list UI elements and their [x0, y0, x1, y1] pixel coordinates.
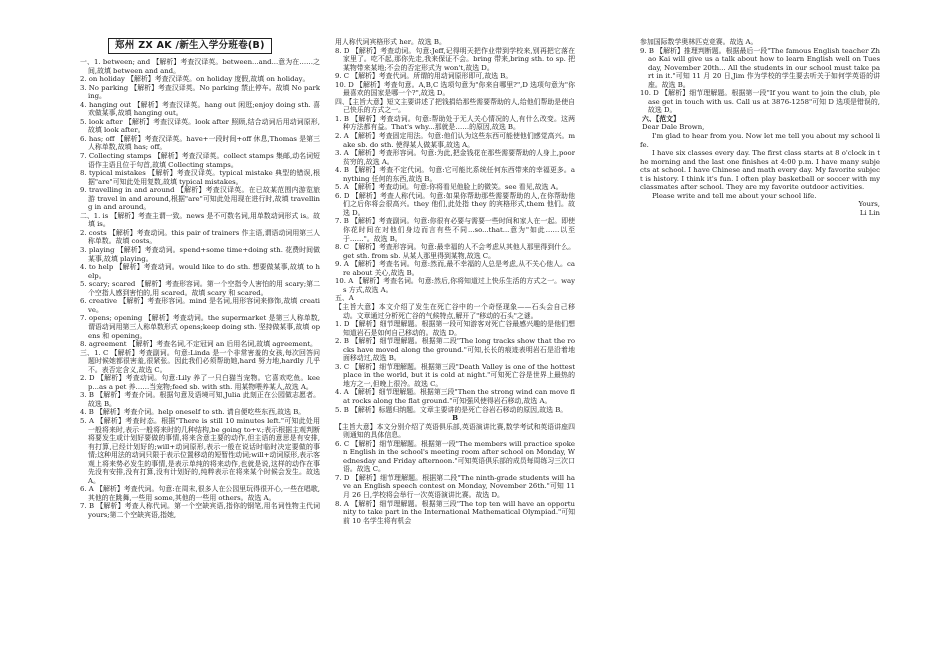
answer-item: 7. opens; opening 【解析】考查动词。the supermarket 是第三人称单数,谓语动词用第三人称单数形式 opens;keep doing sth. 坚持做某事,故填 opens 和 opening。	[80, 314, 320, 340]
essay-paragraph: Please write and tell me about your school life.	[652, 191, 817, 200]
answer-item: 10. D 【解析】考查句意。A,B,C 选项句意为"你来自哪里?",D 选项句意为"你最喜欢的国家是哪一个?",故选 D。	[335, 80, 575, 98]
answer-list-right	[640, 38, 880, 115]
answer-item: 10. A 【解析】考查名词。句意:然后,你将知道过上快乐生活的方式之一。ways 方式,故选 A。	[335, 277, 575, 294]
answer-item: 8. D 【解析】考查动词。句意:Jeff,记得明天把作业带到学校来,别再把它落在家里了。吃不起,那你先走,我来保证不会。bring 带来,bring sth. to sp. 把某物带来某地;不会的否定形式为 won't,故选 D。	[335, 46, 575, 72]
answer-item: 7. Collecting stamps 【解析】考查汉译英。collect stamps 集邮,动名词短语作主语且位于句首,故填 Collecting stamps。	[80, 152, 320, 169]
answer-item: 5. scary; scared 【解析】考查形容词。第一个空指令人害怕的用 scary;第二个空指人感到害怕的,用 scared。故填 scary 和 scared。	[80, 280, 320, 297]
answer-item: 8. A 【解析】细节理解题。根据第三段"The top ten will have an opportunity to take part in the International Mathematical Olympiad."可知前 10 名学生将有机会	[335, 499, 575, 525]
essay-heading: 六、【范文】	[642, 114, 680, 123]
answer-item: 2. D 【解析】考查动词。句意:Lily 养了一只白猫当宠物。它喜欢吃鱼。keep...as a pet 养……当宠物;feed sb. with sth. 用某物喂养某人,故选 A。	[80, 374, 320, 391]
answer-item: 4. B 【解析】考查介词。help oneself to sth. 请自便吃些东西,故选 B。	[80, 408, 306, 417]
essay-paragraph: I'm glad to hear from you. Now let me tell you about my school life.	[640, 132, 880, 149]
answer-item: 5. B 【解析】标题归纳题。文章主要讲的是死亡谷岩石移动的原因,故选 B。	[335, 405, 568, 414]
answer-item: 8. agreement 【解析】考查名词,不定冠词 an 后用名词,故填 agreement。	[80, 340, 317, 349]
answer-item: 1. B 【解析】考查动词。句意:帮助处于无人关心情况的人,有什么改变。这两种方法都有益。That's why...那就是……的原因,故选 B。	[335, 114, 575, 132]
answer-item: 2. costs 【解析】考查动词。this pair of trainers 作主语,谓语动词用第三人称单数。故填 costs。	[80, 228, 320, 246]
answer-item: 用人称代词宾格形式 her。故选 B。	[335, 38, 446, 46]
answer-list-left	[80, 58, 320, 520]
essay-body	[640, 132, 880, 200]
answer-item: 6. A 【解析】考查代词。句意:在周末,很多人在公园里玩得很开心,一些在唱歌,其他的在跳舞,一些用 some,其他的一些用 others。故选 A。	[80, 485, 320, 502]
answer-item: 5. A 【解析】考查时态。根据"There is still 10 minutes left."可知此处用一般将来时,表示一般将来时的几种结构,be going to+v.;表示根据主观判断将要发生或计划好要做的事情,将来含意主要的动作,但主语的意思是有安排,有打算,已经计划好的;will+动词原形,表示一般在说话时临时决定要做的事情;这种用法的动词只限于表示位置移动的短暂性动词;will+动词原形,表示客观上将来势必发生的事情,是表示单纯的将来动作,也就是说,这样的动作在事先没有安排,没有打算,没有计划好的,纯粹表示在将来某个时候会发生。故选 A。	[80, 416, 320, 485]
answer-item: 9. C 【解析】考查代词。所谓的用动词原形即可,故选 B。	[335, 72, 513, 81]
answer-item: 3. No parking 【解析】考查汉译英。No parking 禁止停车。故填 No parking。	[80, 83, 320, 101]
answer-item: 2. A 【解析】考查固定用法。句意:他们认为这些东西可能使他们感觉高兴。make sb. do sth. 使得某人做某事,故选 A。	[335, 132, 575, 149]
essay-salutation: Dear Dale Brown,	[642, 123, 705, 132]
answer-item: 5. A 【解析】考查动词。句意:你将看见他脸上的微笑。see 看见,故选 A。	[335, 183, 563, 192]
answer-item: 5. look after 【解析】考查汉译英。look after 照顾,结合动词后用动词原形,故填 look after。	[80, 117, 320, 135]
answer-item: 四、【主旨大意】短文主要讲述了把钱捐给那些需要帮助的人,给他们帮助是使自己快乐的方式之一。	[335, 97, 575, 115]
answer-list-middle	[335, 38, 575, 525]
answer-item: 6. C 【解析】细节理解题。根据第一段"The members will practice spoken English in the school's meeting room after school on Monday, Wednesday and Friday afternoon."可知英语俱乐部的成员每周练习三次口语。故选 C。	[335, 439, 575, 474]
answer-item: 7. B 【解析】考查副词。句意:你很有必要与需要一些时间和家人在一起。即使你花时间在对他们身边而言有些不同...so...that...意为"如此……以至于……"。故选 B。	[335, 217, 575, 243]
page-title: 郑州 ZX AK /新生入学分班卷(B)	[108, 38, 272, 54]
answer-item: 7. B 【解析】考查人称代词。第一个空缺宾语,指你的钢笔,用名词性物主代词 yours;第二个空缺宾语,指她,	[80, 502, 320, 519]
answer-item: 3. B 【解析】考查介词。根据句意及语境可知,Julia 此刻正在公园做志愿者。故选 B。	[80, 391, 320, 408]
answer-item: 三、1. C 【解析】考查副词。句意:Linda 是一个非常害羞的女孩,每次回答问题时候她都很害羞,很紧张。因此我们必须帮助她,hard 努力地,hardly 几乎不。表否定含义,故选 C。	[80, 348, 320, 374]
answer-item: 3. playing 【解析】考查动词。spend+some time+doing sth. 花费时间做某事,故填 playing。	[80, 246, 320, 263]
answer-item: 9. A 【解析】考查名词。句意:然而,最不幸福的人总是考虑,从不关心他人。care about 关心,故选 B。	[335, 260, 575, 277]
answer-item: 2. on holiday 【解析】考查汉译英。on holiday 度假,故填 on holiday。	[80, 75, 310, 84]
answer-item: 3. A 【解析】考查形容词。句意:为此,把金钱花在那些需要帮助的人身上,poor 贫穷的,故选 A。	[335, 149, 575, 166]
answer-item: 4. A 【解析】细节理解题。根据第三段"Then the strong wind can move flat rocks along the flat ground."可知强风使得岩石移动,故选 A。	[335, 388, 575, 405]
essay-paragraph: I have six classes every day. The first class starts at 8 o'clock in the morning and the last one finishes at 4:00 p.m. I have many subjects at school. I have Chinese and math every day. My favorite subject is history. I think it's fun. I often play basketball or soccer with my classmates after school. They are my favorite outdoor activities.	[640, 149, 880, 192]
answer-item: 五、A	[335, 294, 354, 303]
answer-item: B	[452, 414, 458, 423]
answer-item: 7. D 【解析】细节理解题。根据第二段"The ninth-grade students will have an English speech contest on Monday, November 26th."可知 11 月 26 日,学校将会举行一次英语演讲比赛。故选 D。	[335, 473, 575, 499]
answer-item: 2. B 【解析】细节理解题。根据第二段"The long tracks show that the rocks have moved along the ground."可知,长长的痕迹表明岩石是沿着地面移动过,故选 B。	[335, 337, 575, 363]
answer-item: 4. B 【解析】考查不定代词。句意:它可能比系统任何东西带来的幸福更多。anything 任何的东西,故选 B。	[335, 166, 575, 183]
essay-closing: Yours,	[858, 200, 880, 209]
answer-item: 4. hanging out 【解析】考查汉译英。hang out 闲逛;enjoy doing sth. 喜欢做某事,故填 hanging out。	[80, 100, 320, 118]
answer-item: 参加国际数学奥林匹克竞赛。故选 A。	[640, 38, 758, 46]
answer-item: 6. creative 【解析】考查形容词。mind 是名词,用形容词来修饰,故填 creative。	[80, 297, 320, 314]
answer-item: 6. has; off 【解析】考查汉译英。have+一段时间+off 休息,Thomas 是第三人称单数,故填 has; off。	[80, 134, 320, 152]
column-left	[80, 38, 320, 668]
answer-item: 8. typical mistakes 【解析】考查汉译英。typical mistake 典型的错误,根据"are"可知此处用复数,故填 typical mistakes。	[80, 169, 320, 186]
answer-item: 9. B 【解析】推理判断题。根据最后一段"The famous English teacher Zhao Kai will give us a talk about how to learn English well on Tuesday, November 20th... All the students in our school must take part in it."可知 11 月 20 日,Jim 作为学校的学生要去听关于如何学英语的讲座。故选 B。	[640, 46, 880, 89]
column-right	[640, 38, 880, 338]
answer-item: 1. D 【解析】细节理解题。根据第一段可知游客对死亡谷最感兴趣的是他们想知道岩石是如何自己移动的。故选 D。	[335, 320, 575, 337]
column-middle	[335, 38, 575, 668]
answer-item: 8. C 【解析】考查形容词。句意:最幸福的人不会考虑从其他人那里得到什么。get sth. from sb. 从某人那里得到某物,故选 C。	[335, 243, 575, 260]
essay-signature: Li Lin	[859, 208, 880, 217]
answer-item: 【主旨大意】本文分别介绍了英语俱乐部,英语演讲比赛,数学考试和英语讲座四则通知的具体信息。	[335, 422, 575, 440]
answer-item: 二、1. is 【解析】考查主谓一致。news 是不可数名词,用单数动词形式 is。故填 is。	[80, 211, 320, 229]
answer-item: 4. to help 【解析】考查动词。would like to do sth. 想要做某事,故填 to help。	[80, 263, 320, 280]
answer-item: 6. D 【解析】考查人称代词。句意:如果你帮助那些需要帮助的人,在你帮助他们之后你将会很高兴。they 他们,此处指 they 的宾格形式,them 他们。故选 D。	[335, 191, 575, 217]
answer-item: 【主旨大意】本文介绍了发生在死亡谷中的一个奇怪现象——石头会自己移动。文章通过分析死亡谷的气候特点,解开了"移动的石头"之谜。	[335, 302, 575, 320]
answer-item: 3. C 【解析】细节理解题。根据第三段"Death Valley is one of the hottest place in the world, but it is cold at night."可知死亡谷是世界上最热的地方之一,但晚上很冷。故选 C。	[335, 362, 575, 388]
answer-item: 一、1. between; and 【解析】考查汉译英。between...and...意为在……之间,故填 between and and。	[80, 58, 320, 75]
answer-item: 9. travelling in and around 【解析】考查汉译英。在已故某范围内游览旅游 travel in and around,根据"are"可知此处用现在进行时,故填 travelling in and around。	[80, 186, 320, 212]
answer-item: 10. D 【解析】细节理解题。根据第一段"If you want to join the club, please get in touch with us. Call us at 3876-1258"可知 D 选项是错误的,故选 D。	[640, 89, 880, 115]
